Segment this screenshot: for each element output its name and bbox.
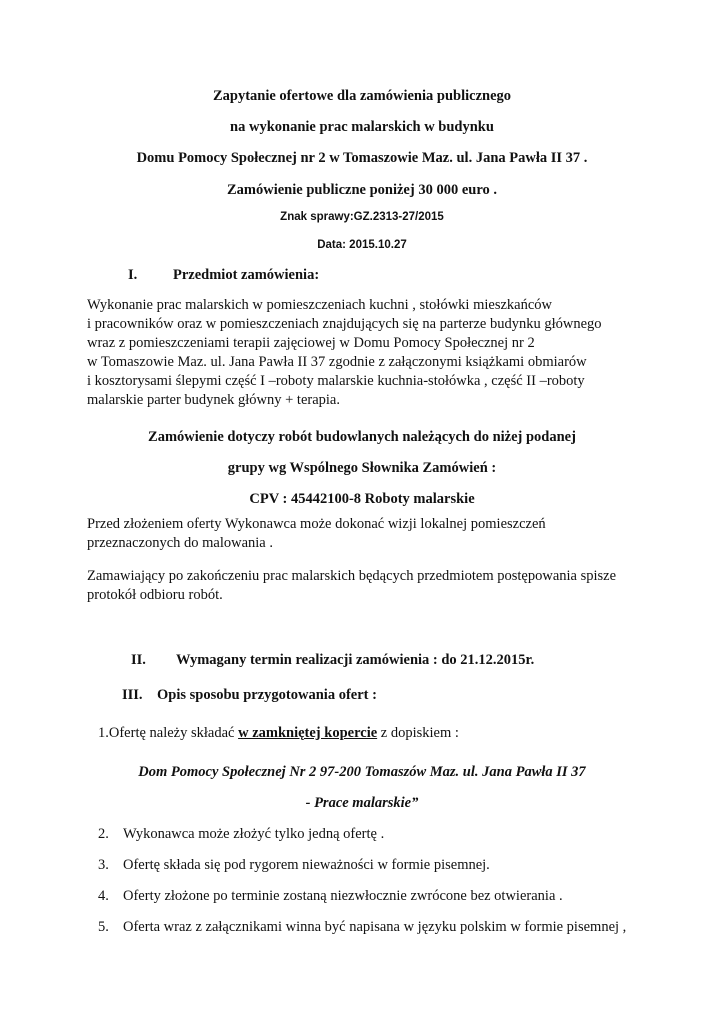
paragraph-line: Przed złożeniem oferty Wykonawca może dokonać wizji lokalnej pomieszczeń [87,516,546,532]
protocol-paragraph [87,567,647,605]
paragraph-line: malarskie parter budynek główny + terapia. [87,392,340,408]
document-date: Data: 2015.10.27 [317,239,407,251]
paragraph-line: Wykonanie prac malarskich w pomieszczeniach kuchni , stołówki mieszkańców [87,297,552,313]
item-text: Oferta wraz z załącznikami winna być napisana w języku polskim w formie pisemnej , [123,919,627,935]
item-text: Wykonawca może złożyć tylko jedną ofertę . [123,826,385,842]
item-1-suffix: z dopiskiem : [377,725,459,741]
title-line-1: Zapytanie ofertowe dla zamówienia publicznego [212,88,512,104]
section-2-number: II. [131,652,146,668]
section-2-heading: Wymagany termin realizacji zamówienia : do 21.12.2015r. [176,652,535,668]
cpv-line-2: grupy wg Wspólnego Słownika Zamówień : [227,460,497,476]
paragraph-line: protokół odbioru robót. [87,587,223,603]
cpv-line-1: Zamówienie dotyczy robót budowlanych należących do niżej podanej [148,429,576,445]
envelope-subject-line: - Prace malarskie” [305,795,419,811]
section-1-heading: Przedmiot zamówienia: [173,267,320,283]
paragraph-line: przeznaczonych do malowania . [87,535,273,551]
item-1 [98,724,459,742]
title-line-3: Domu Pomocy Społecznej nr 2 w Tomaszowie Maz. ul. Jana Pawła II 37 . [136,150,588,166]
item-1-prefix: 1.Ofertę należy składać [98,725,239,741]
section-1-number: I. [128,267,138,283]
item-number: 3. [98,857,109,873]
paragraph-line: wraz z pomieszczeniami terapii zajęciowej w Domu Pomocy Społecznej nr 2 [87,335,535,351]
item-number: 4. [98,888,109,904]
title-line-2: na wykonanie prac malarskich w budynku [230,119,494,135]
envelope-address-line: Dom Pomocy Społecznej Nr 2 97-200 Tomaszów Maz. ul. Jana Pawła II 37 [138,764,586,780]
paragraph-line: i pracowników oraz w pomieszczeniach znajdujących się na parterze budynku głównego [87,316,602,332]
paragraph-line: i kosztorysami ślepymi część I –roboty malarskie kuchnia-stołówka , część II –roboty [87,373,585,389]
title-line-4: Zamówienie publiczne poniżej 30 000 euro . [227,182,497,198]
section-1-paragraph [87,296,647,410]
item-text: Oferty złożone po terminie zostaną niezwłocznie zwrócone bez otwierania . [123,888,563,904]
paragraph-line: w Tomaszowie Maz. ul. Jana Pawła II 37 zgodnie z załączonymi książkami obmiarów [87,354,587,370]
site-visit-paragraph [87,515,647,553]
case-number: Znak sprawy:GZ.2313-27/2015 [280,211,444,223]
item-text: Ofertę składa się pod rygorem nieważności w formie pisemnej. [123,857,490,873]
item-number: 5. [98,919,109,935]
item-1-emphasis: w zamkniętej kopercie [238,725,378,741]
item-number: 2. [98,826,109,842]
cpv-code: CPV : 45442100-8 Roboty malarskie [249,491,475,507]
section-3-number: III. [122,687,143,703]
section-3-heading: Opis sposobu przygotowania ofert : [157,687,377,703]
paragraph-line: Zamawiający po zakończeniu prac malarskich będących przedmiotem postępowania spisze [87,568,617,584]
